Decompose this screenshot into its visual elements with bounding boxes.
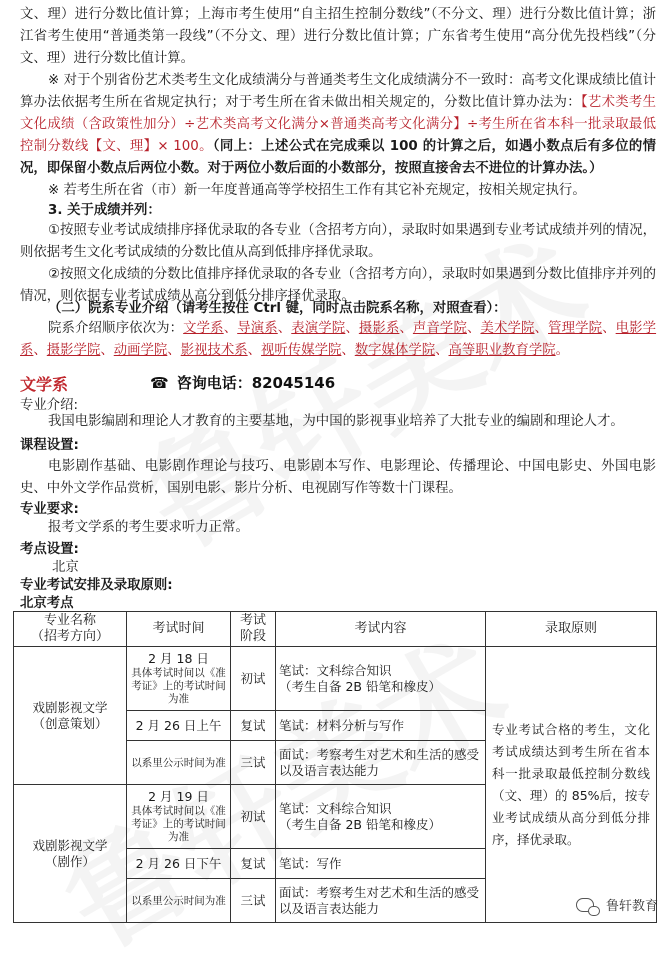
content-cell: 笔试：写作 (276, 849, 486, 879)
stage-cell: 三试 (231, 741, 276, 785)
requirement-label: 专业要求: (20, 502, 79, 517)
time-cell: 2 月 19 日 具体考试时间以《准考证》上的考试时间为准 (127, 785, 231, 849)
department-link[interactable]: 摄影系 (358, 321, 400, 336)
department-link[interactable]: 高等职业教育学院 (448, 343, 556, 358)
rounding-note: （同上：上述公式在完成乘以 100 的计算之后，如遇小数点后有多位的情况，即保留小数点后两位小数。对于两位小数后面的小数部分，按照直接舍去不进位的计算办法。） (20, 139, 656, 176)
content-cell: 面试：考察考生对艺术和生活的感受以及语言表达能力 (276, 741, 486, 785)
phone-label: 咨询电话：82045146 (176, 374, 336, 392)
content-cell: 笔试：文科综合知识 （考生自备 2B 铅笔和橡皮） (276, 785, 486, 849)
tie-rule-2: ②按照文化成绩的分数比值排序择优录取的各专业（含招考方向），录取时如果遇到分数比值排序并列的情况，则依据专业考试成绩从高分到低分排序择优录取。 (20, 267, 656, 304)
exam-schedule-table (13, 611, 657, 923)
intro-text: 我国电影编剧和理论人才教育的主要基地，为中国的影视事业培养了大批专业的编剧和理论人才。 (48, 414, 624, 429)
link-separator: 、 (167, 343, 181, 358)
table-header-row (14, 612, 657, 647)
department-link[interactable]: 声音学院 (412, 321, 467, 336)
department-link[interactable]: 表演学院 (291, 321, 346, 336)
time-cell: 2 月 26 日上午 (127, 711, 231, 741)
wechat-icon (576, 898, 594, 912)
intro-label: 专业介绍: (20, 398, 79, 413)
department-link[interactable]: 导演系 (237, 321, 278, 336)
department-link[interactable]: 文学系 (183, 321, 224, 336)
arrangement-label: 专业考试安排及录取原则: (20, 578, 173, 593)
intro-paragraph-3: ※ 若考生所在省（市）新一年度普通高等学校招生工作有其它补充规定，按相关规定执行。 (48, 183, 586, 198)
content-cell: 面试：考察考生对艺术和生活的感受以及语言表达能力 (276, 879, 486, 923)
content-cell: 笔试：材料分析与写作 (276, 711, 486, 741)
department-link[interactable]: 动画学院 (113, 343, 168, 358)
header-content: 考试内容 (276, 612, 486, 647)
admission-rule-cell: 专业考试合格的考生，文化考试成绩达到考生所在省本科一批录取最低控制分数线（文、理）的 85%后，按专业考试成绩从高分到低分排序，择优录取。 (486, 647, 657, 923)
link-separator: 、 (100, 343, 114, 358)
stage-cell: 初试 (231, 785, 276, 849)
link-separator: 。 (555, 343, 570, 358)
table-row (14, 647, 657, 711)
link-separator: 、 (33, 343, 47, 358)
telephone-icon: ☎ (150, 374, 169, 392)
header-admission: 录取原则 (486, 612, 657, 647)
department-link[interactable]: 管理学院 (548, 321, 603, 336)
major-name-cell: 戏剧影视文学 （创意策划） (14, 647, 127, 785)
content-cell: 笔试：文科综合知识 （考生自备 2B 铅笔和橡皮） (276, 647, 486, 711)
link-separator: 、 (247, 343, 262, 358)
time-cell: 以系里公示时间为准 (127, 741, 231, 785)
link-separator: 、 (435, 343, 449, 358)
link-separator: 、 (466, 321, 481, 336)
stage-cell: 复试 (231, 711, 276, 741)
link-separator: 、 (345, 321, 359, 336)
link-separator: 、 (602, 321, 616, 336)
department-link[interactable]: 电影学系 (20, 321, 657, 358)
watermark-logo-text: 鲁轩教育 (605, 899, 658, 914)
link-separator: 、 (223, 321, 238, 336)
exam-site-text: 北京 (52, 560, 79, 575)
exam-site-label: 考点设置: (20, 542, 79, 557)
intro-paragraph-2 (20, 70, 656, 180)
header-major: 专业名称 （招考方向） (14, 612, 127, 647)
stage-cell: 初试 (231, 647, 276, 711)
department-intro-title: （二）院系专业介绍（请考生按住 Ctrl 键，同时点击院系名称，对照查看）： (48, 301, 507, 316)
beijing-site-label: 北京考点 (20, 596, 74, 611)
department-link[interactable]: 影视技术系 (180, 343, 248, 358)
time-cell: 2 月 26 日下午 (127, 849, 231, 879)
link-separator: 、 (341, 343, 355, 358)
tie-title: 3. 关于成绩并列： (48, 203, 161, 218)
department-link[interactable]: 美术学院 (480, 321, 535, 336)
tie-rule-1: ①按照专业考试成绩排序择优录取的各专业（含招考方向），录取时如果遇到专业考试成绩并列的情况，则依据考生文化考试成绩的分数比值从高到低排序择优录取。 (20, 223, 656, 260)
department-order (20, 318, 656, 362)
link-separator: 、 (534, 321, 549, 336)
courses-label: 课程设置: (20, 438, 79, 453)
time-cell: 2 月 18 日 具体考试时间以《准考证》上的考试时间为准 (127, 647, 231, 711)
department-order-label: 院系介绍顺序依次为： (48, 321, 184, 336)
formula-text: 【艺术类考生文化成绩（含政策性加分）÷艺术类高考文化满分×普通类高考文化满分】÷考生所在省本科一批录取最低控制分数线【文、理】× 100。 (20, 95, 656, 154)
header-stage: 考试 阶段 (231, 612, 276, 647)
requirement-text: 报考文学系的考生要求听力正常。 (48, 520, 249, 535)
watermark-logo (576, 895, 658, 914)
department-link[interactable]: 视听传媒学院 (261, 343, 342, 358)
section-title: 文学系 (20, 375, 69, 394)
stage-cell: 复试 (231, 849, 276, 879)
link-separator: 、 (399, 321, 413, 336)
courses-text: 电影剧作基础、电影剧作理论与技巧、电影剧本写作、电影理论、传播理论、中国电影史、外国电影史、中外文学作品赏析，国别电影、影片分析、电视剧写作等数十门课程。 (20, 459, 656, 496)
department-link[interactable]: 数字媒体学院 (354, 343, 436, 358)
stage-cell: 三试 (231, 879, 276, 923)
header-time: 考试时间 (127, 612, 231, 647)
time-cell: 以系里公示时间为准 (127, 879, 231, 923)
intro-paragraph-1: 文、理）进行分数比值计算；上海市考生使用“自主招生控制分数线”（不分文、理）进行分数比值计算；浙江省考生使用“普通类第一段线”（不分文、理）进行分数比值计算；广东省考生使用“高分优先投档线”（分文、理）进行分数比值计算。 (20, 7, 656, 66)
note-text: ※ 对于个别省份艺术类考生文化成绩满分与普通类考生文化成绩满分不一致时：高考文化课成绩比值计算办法依据考生所在省规定执行；对于考生所在省未做出相关规定的，分数比值计算办法为： (20, 73, 656, 110)
major-name-cell: 戏剧影视文学 （剧作） (14, 785, 127, 923)
consult-phone (150, 372, 335, 393)
link-separator: 、 (277, 321, 292, 336)
department-link[interactable]: 摄影学院 (46, 343, 101, 358)
